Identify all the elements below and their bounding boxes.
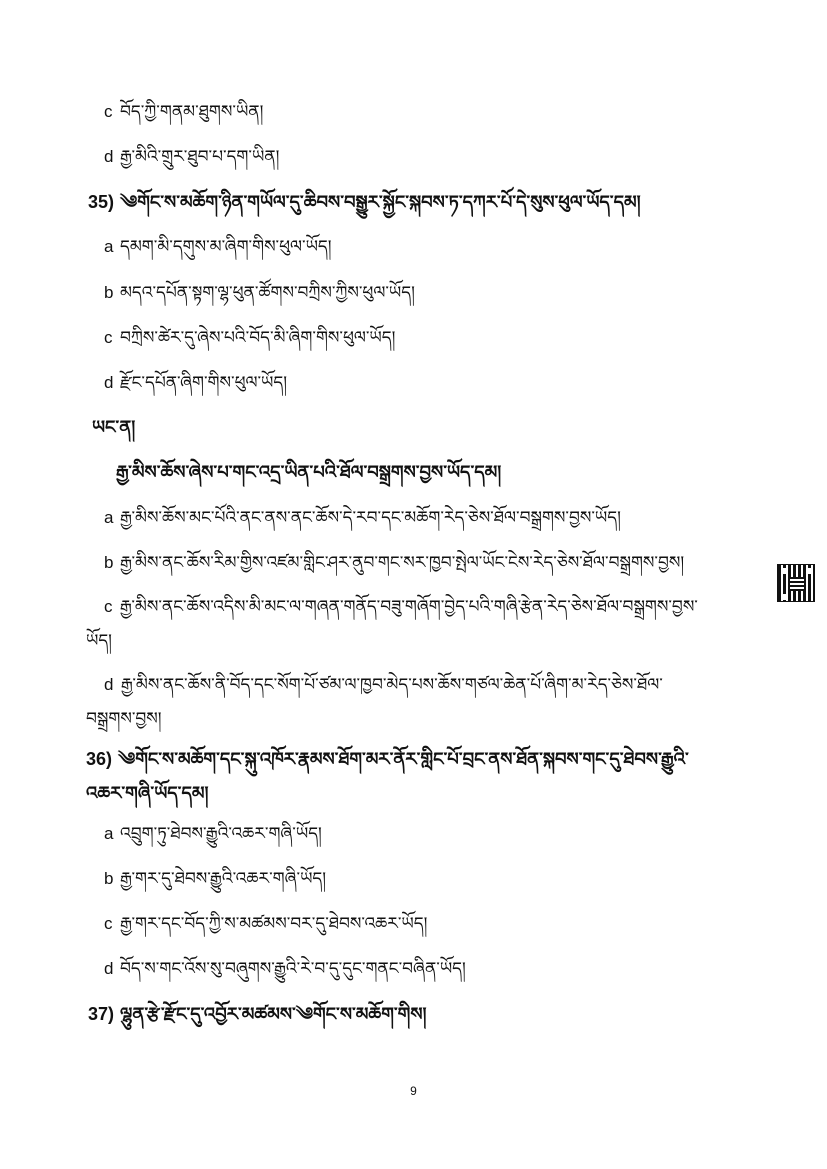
q36-option-d[interactable] [104, 957, 466, 981]
option-text: རྒྱ་གར་དུ་ཐེབས་རྒྱུའི་འཆར་གཞི་ཡོད། [120, 869, 327, 889]
q35-option-c[interactable] [104, 326, 395, 350]
option-text: མདའ་དཔོན་སྟག་ལྷ་ཕུན་ཚོགས་བཀྲིས་ཀྱིས་ཕུལ་ཡོད། [120, 283, 415, 303]
option-letter: c [104, 328, 113, 347]
q35-option-d[interactable] [104, 371, 287, 395]
option-text: རྫོང་དཔོན་ཞིག་གིས་ཕུལ་ཡོད། [120, 373, 287, 393]
option-letter: d [104, 147, 114, 166]
option-text: རྒྱ་མིས་ནང་ཆོས་འདིས་མི་མང་ལ་གཞན་གནོད་བཟུ་གཞོག་བྱེད་པའི་གཞི་རྩེན་རེད་ཅེས་ཐོལ་བསྒྲགས་བྱས་ཡོད། [86, 597, 698, 651]
question-text: ༄གོང་ས་མཆོག་ཉིན་གཡོལ་དུ་ཆིབས་བསྒྱུར་སྐྱོང་སྐབས་ཏ་དཀར་པོ་དེ་སུས་ཕུལ་ཡོད་དམ། [120, 192, 641, 213]
option-letter: d [104, 373, 114, 392]
alternative-heading: ཡང་ན། [92, 417, 136, 438]
option-letter: d [104, 959, 114, 978]
option-letter: a [104, 508, 114, 527]
alt-option-d[interactable] [86, 668, 706, 736]
question-text: ལྷུན་རྩེ་རྫོང་དུ་འབྱོར་མཚམས་༄གོང་ས་མཆོག་གིས། [120, 1004, 427, 1025]
qr-code-icon[interactable] [777, 564, 815, 602]
alternative-question: རྒྱ་མིས་ཆོས་ཞེས་པ་གང་འདྲ་ཡིན་པའི་ཐོལ་བསྒྲགས་བྱས་ཡོད་དམ། [116, 462, 502, 483]
alt-option-a[interactable] [104, 506, 621, 530]
q35-option-a[interactable] [104, 235, 332, 259]
option-letter: b [104, 553, 114, 572]
option-letter: d [104, 675, 114, 694]
option-text: རྒྱ་མིས་ནང་ཆོས་ནི་བོད་དང་སོག་པོ་ཙམ་ལ་ཁྱབ་མེད་པས་ཆོས་གཙལ་ཆེན་པོ་ཞིག་མ་རེད་ཅེས་ཐོལ་བསྒྲགས་བྱས། [86, 675, 663, 729]
option-letter: b [104, 283, 114, 302]
option-text: བོད་ས་གང་འོས་སུ་བཞུགས་རྒྱུའི་རེ་བ་དུ་དུང་གནང་བཞིན་ཡོད། [120, 959, 466, 979]
option-text: དམག་མི་དགུས་མ་ཞིག་གིས་ཕུལ་ཡོད། [120, 237, 332, 257]
question-number: 36) [86, 749, 113, 769]
option-letter: c [104, 597, 113, 616]
question-35 [88, 190, 641, 215]
option-letter: a [104, 824, 114, 843]
option-letter: c [104, 102, 113, 121]
option-letter: a [104, 237, 114, 256]
q36-option-a[interactable] [104, 822, 322, 846]
q35-option-b[interactable] [104, 281, 415, 305]
q34-option-c[interactable] [104, 100, 263, 124]
option-text: བོད་ཀྱི་གནམ་ཐུགས་ཡིན། [120, 102, 264, 122]
option-letter: b [104, 869, 114, 888]
option-text: རྒྱ་མིའི་གྲུར་ཐུབ་པ་དག་ཡིན། [120, 147, 280, 167]
q36-option-b[interactable] [104, 867, 326, 891]
option-text: འབྲུག་ཏུ་ཐེབས་རྒྱུའི་འཆར་གཞི་ཡོད། [120, 824, 322, 844]
option-text: རྒྱ་གར་དང་བོད་ཀྱི་ས་མཚམས་བར་དུ་ཐེབས་འཆར་ཡོད། [120, 914, 428, 934]
option-text: རྒྱ་མིས་ནང་ཆོས་རིམ་གྱིས་འཛམ་གླིང་ཤར་ནུབ་གང་སར་ཁྱབ་སྤེལ་ཡོང་ངེས་རེད་ཅེས་ཐོལ་བསྒྲགས་བྱས། [120, 553, 685, 573]
question-text: ༄གོང་ས་མཆོག་དང་སྐུ་འཁོར་རྣམས་ཐོག་མར་ནོར་གླིང་པོ་བྲང་ནས་ཐོན་སྐབས་གང་དུ་ཐེབས་རྒྱུའི་འཆར་གཞི་ཡོད་དམ། [86, 749, 689, 804]
option-text: རྒྱ་མིས་ཆོས་མང་པོའི་ནང་ནས་ནང་ཆོས་དེ་རབ་དང་མཆོག་རེད་ཅེས་ཐོལ་བསྒྲགས་བྱས་ཡོད། [120, 508, 621, 528]
option-text: བཀྲིས་ཚེར་དུ་ཞེས་པའི་བོད་མི་ཞིག་གིས་ཕུལ་ཡོད། [120, 328, 396, 348]
q36-option-c[interactable] [104, 912, 427, 936]
page-number: 9 [410, 1084, 417, 1098]
question-number: 37) [88, 1004, 115, 1024]
option-letter: c [104, 914, 113, 933]
alt-option-c[interactable] [86, 590, 706, 658]
alt-option-b[interactable] [104, 551, 684, 575]
question-number: 35) [88, 192, 115, 212]
q34-option-d[interactable] [104, 145, 279, 169]
question-37 [88, 1002, 426, 1027]
question-36 [86, 742, 726, 811]
